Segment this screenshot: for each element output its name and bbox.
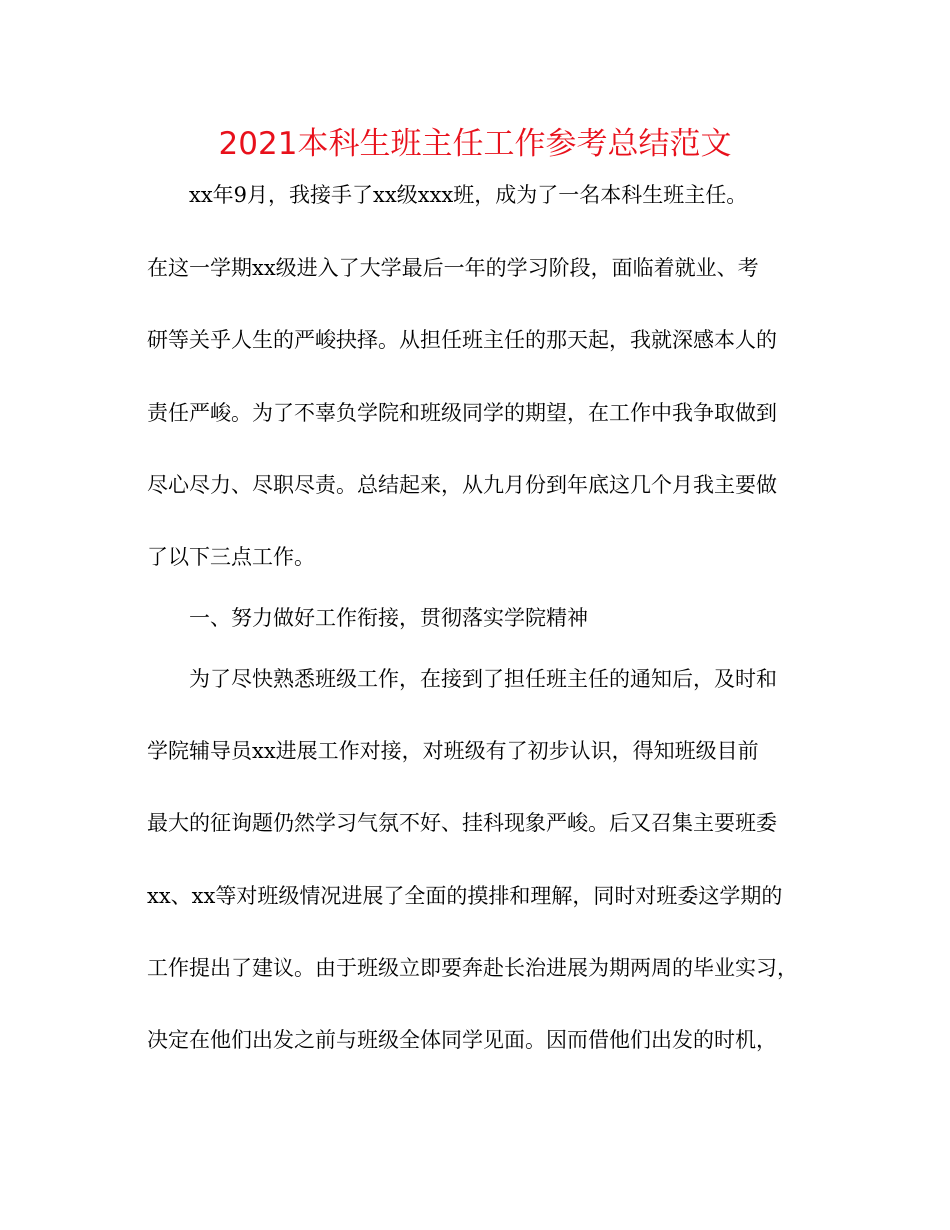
text-line: xx年9月，我接手了xx级xxx班，成为了一名本科生班主任。 xyxy=(189,183,748,207)
text-line: 决定在他们出发之前与班级全体同学见面。因而借他们出发的时机， xyxy=(147,1028,777,1052)
text-line: 在这一学期xx级进入了大学最后一年的学习阶段，面临着就业、考 xyxy=(147,256,759,280)
document-title: 2021本科生班主任工作参考总结范文 xyxy=(218,126,732,162)
text-line: 学院辅导员xx进展工作对接，对班级有了初步认识，得知班级目前 xyxy=(147,739,759,763)
text-line: 了以下三点工作。 xyxy=(147,545,315,569)
text-line: 最大的征询题仍然学习气氛不好、挂科现象严峻。后又召集主要班委 xyxy=(147,811,777,835)
text-line: 为了尽快熟悉班级工作，在接到了担任班主任的通知后，及时和 xyxy=(189,667,777,691)
text-line: 尽心尽力、尽职尽责。总结起来，从九月份到年底这几个月我主要做 xyxy=(147,473,777,497)
text-line: 工作提出了建议。由于班级立即要奔赴长治进展为期两周的毕业实习， xyxy=(147,956,798,980)
text-line: 责任严峻。为了不辜负学院和班级同学的期望，在工作中我争取做到 xyxy=(147,401,777,425)
section-heading: 一、努力做好工作衔接，贯彻落实学院精神 xyxy=(189,606,588,630)
text-line: xx、xx等对班级情况进展了全面的摸排和理解，同时对班委这学期的 xyxy=(147,884,783,908)
text-line: 研等关乎人生的严峻抉择。从担任班主任的那天起，我就深感本人的 xyxy=(147,328,777,352)
